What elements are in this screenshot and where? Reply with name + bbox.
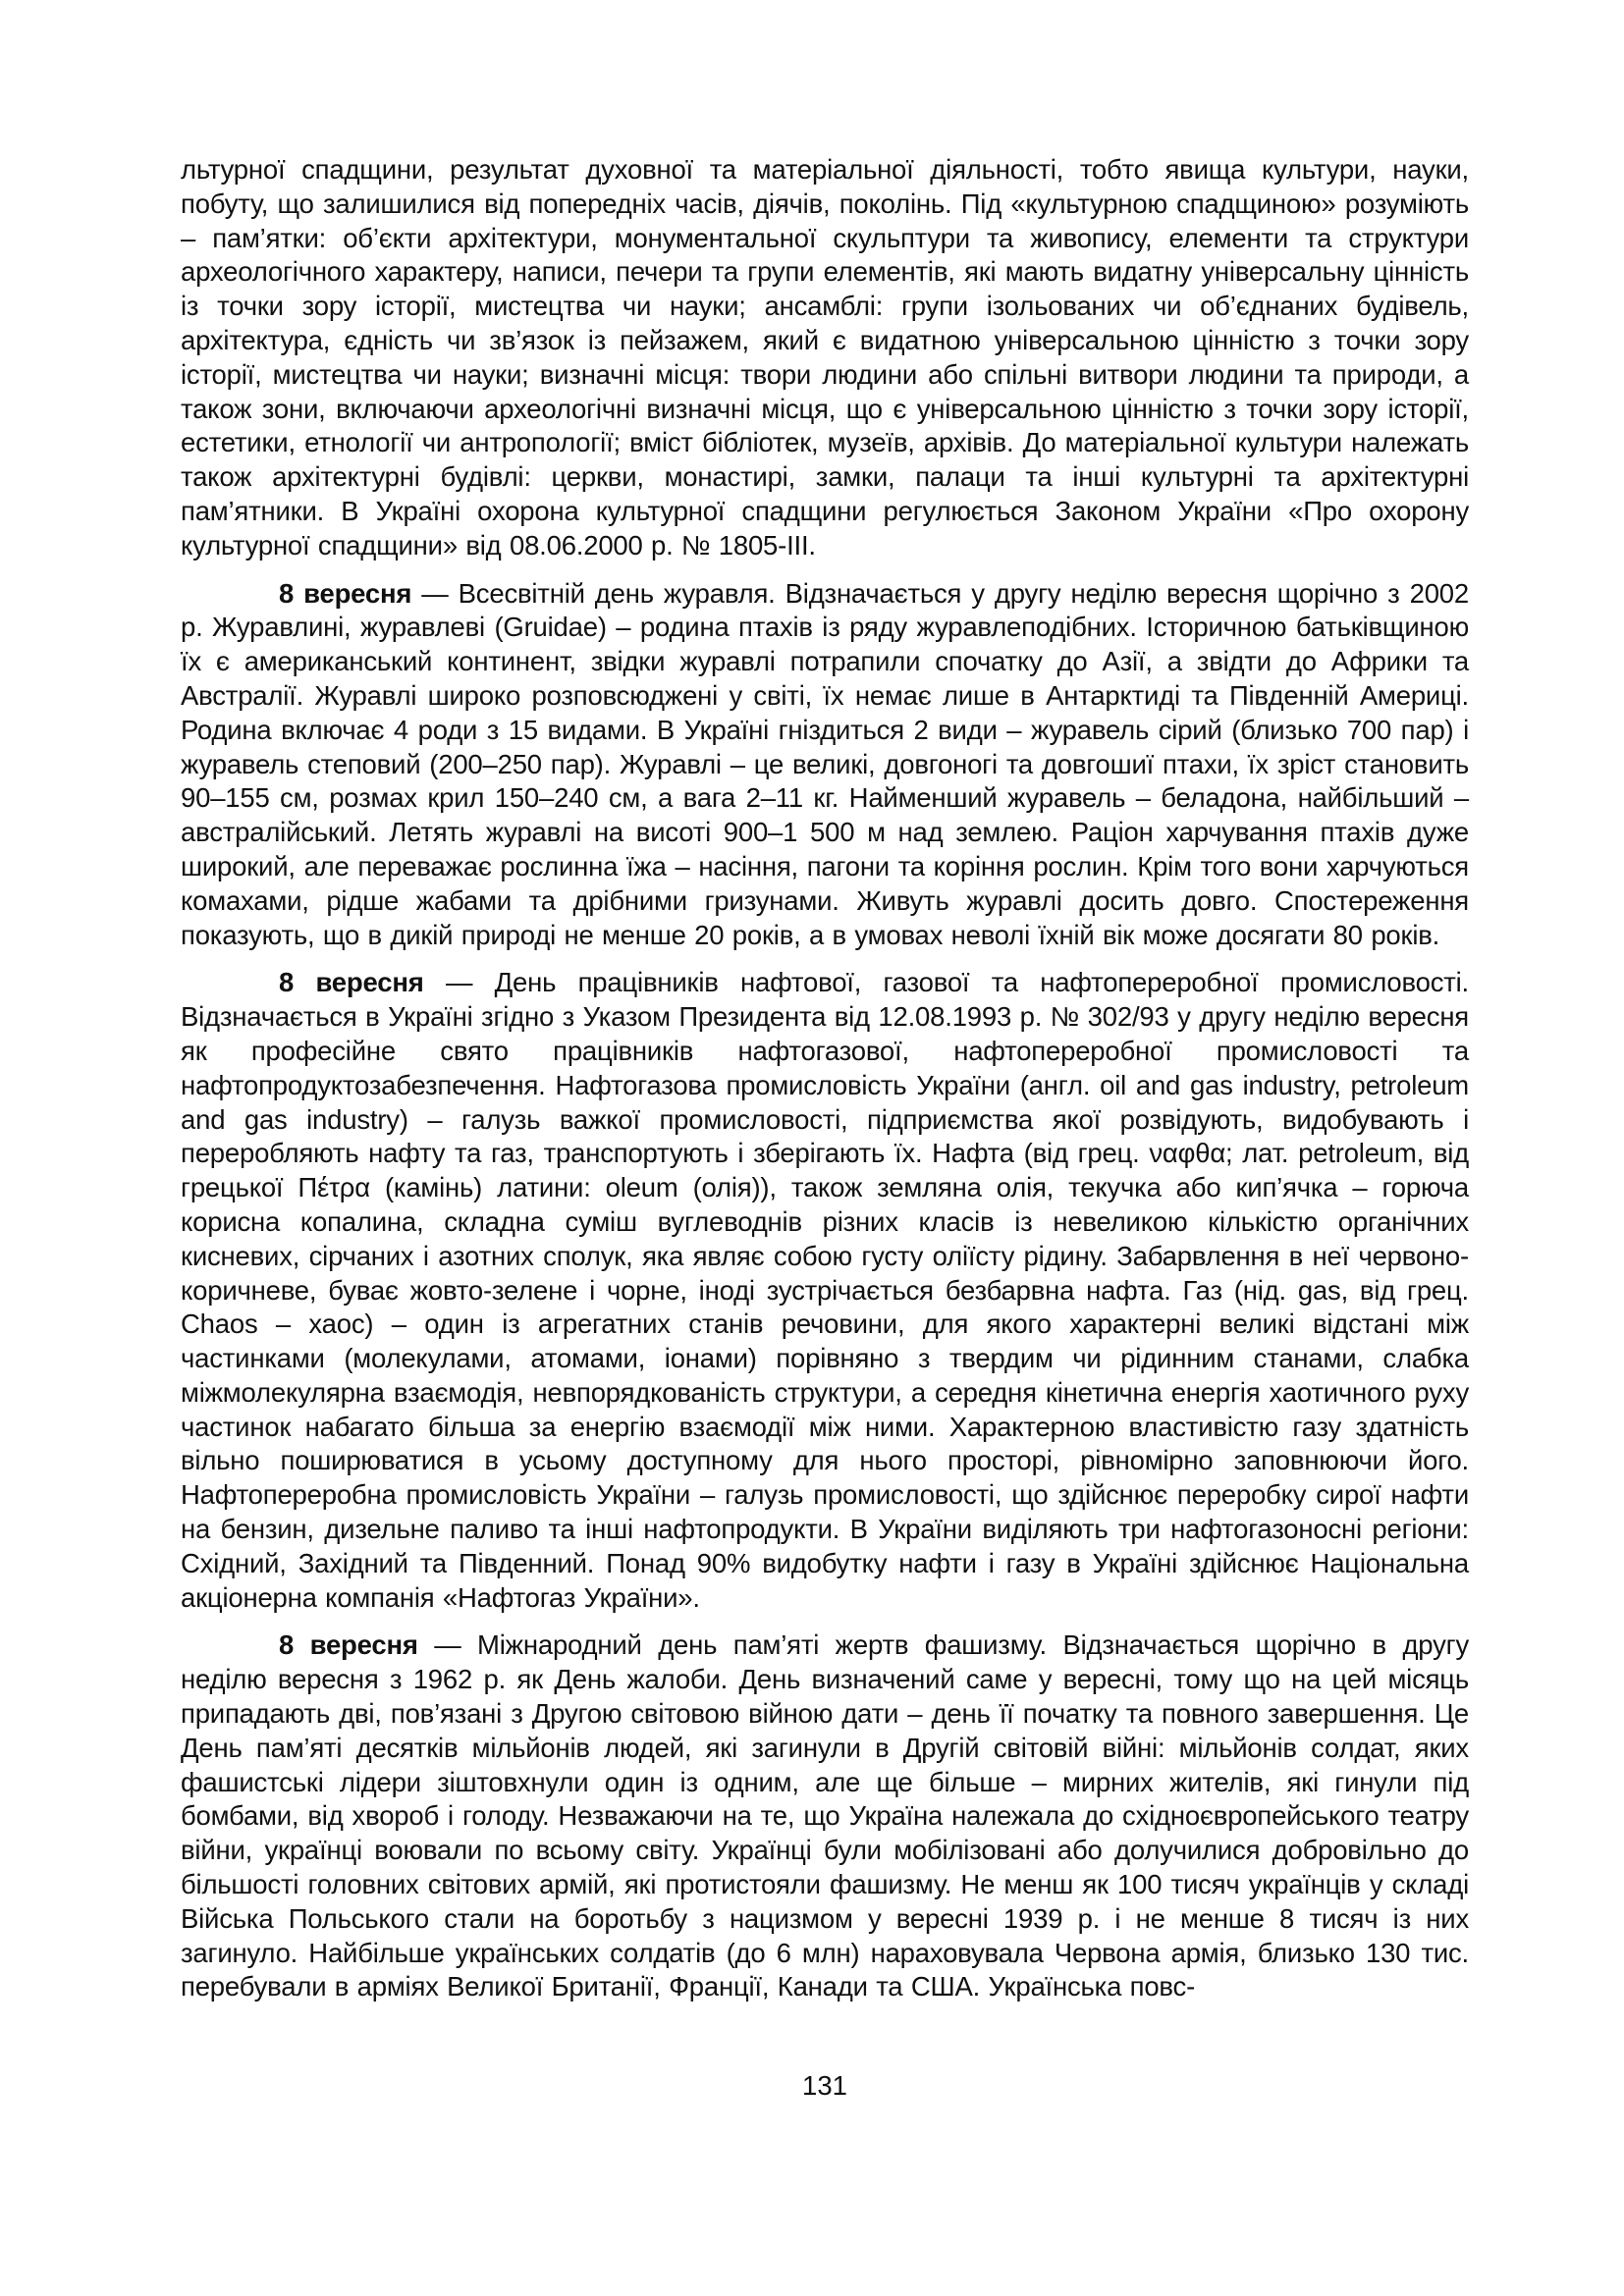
date-heading-crane-day: 8 вересня (279, 577, 412, 609)
paragraph-body-memorial-day: — Міжнародний день пам’яті жертв фашизму. Відзначається щорічно в другу неділю вересня з 1962 р. як День жалоби. День визначений саме у вересні, тому що на цей місяць припадають дві, пов’язані з Другою світовою війною дати – день її початку та повного завершення. Це День пам’яті десятків мільйонів людей, які загинули в Другій світовій війні: мільйонів солдат, яких фашистські лідери зіштовхнули один із одним, але ще більше – мирних жителів, які гинули під бомбами, від хвороб і голоду. Незважаючи на те, що Україна належала до східноєвропейського театру війни, українці воювали по всьому світу. Українці були мобілізовані або долучилися добровільно до більшості головних світових армій, які протистояли фашизму. Не менш як 100 тисяч українців у складі Війська Польського стали на боротьбу з нацизмом у вересні 1939 р. і не менше 8 тисяч із них загинуло. Найбільше українських солдатів (до 6 млн) нараховувала Червона армія, близько 130 тис. перебували в арміях Великої Британії, Франції, Канади та США. Українська повс- (181, 1629, 1470, 2002)
text-block (181, 153, 1469, 2018)
page-number: 131 (802, 2070, 847, 2101)
date-heading-memorial-day: 8 вересня (279, 1629, 418, 1661)
paragraph-cultural-heritage-continuation: льтурної спадщини, результат духовної та матеріальної діяльності, тобто явища культури, науки, побуту, що залишилися від попередніх часів, діячів, поколінь. Під «культурною спадщиною» розуміють – пам’ятки: об’єкти архітектури, монументальної скульптури та живопису, елементи та структури археологічного характеру, написи, печери та групи елементів, які мають видатну універсальну цінність із точки зору історії, мистецтва чи науки; ансамблі: групи ізольованих чи об’єднаних будівель, архітектура, єдність чи зв’язок із пейзажем, який є видатною універсальною цінністю з точки зору історії, мистецтва чи науки; визначні місця: твори людини або спільні витвори людини та природи, а також зони, включаючи археологічні визначні місця, що є універсальною цінністю з точки зору історії, естетики, етнології чи антропології; вміст бібліотек, музеїв, архівів. До матеріальної культури належать також архітектурні будівлі: церкви, монастирі, замки, палаци та інші культурні та архітектурні пам’ятники. В Україні охорона культурної спадщини регулюється Законом України «Про охорону культурної спадщини» від 08.06.2000 р. № 1805-III. (181, 154, 1469, 561)
paragraph-fascism-victims-memorial-day (181, 1629, 1469, 2004)
paragraph-body-crane-day: — Всесвітній день журавля. Відзначається у другу неділю вересня щорічно з 2002 р. Журавлині, журавлеві (Gruidae) – родина птахів із ряду журавлеподібних. Історичною батьківщиною їх є американський континент, звідки журавлі потрапили спочатку до Азії, а звідти до Африки та Австралії. Журавлі широко розповсюджені у світі, їх немає лише в Антарктиді та Південній Америці. Родина включає 4 роди з 15 видами. В Україні гніздиться 2 види – журавель сірий (близько 700 пар) і журавель степовий (200–250 пар). Журавлі – це великі, довгоногі та довгошиї птахи, їх зріст становить 90–155 см, розмах крил 150–240 см, а вага 2–11 кг. Найменший журавель – беладона, найбільший – австралійський. Летять журавлі на висоті 900–1 500 м над землею. Раціон харчування птахів дуже широкий, але переважає рослинна їжа – насіння, пагони та коріння рослин. Крім того вони харчуються комахами, рідше жабами та дрібними гризунами. Живуть журавлі досить довго. Спостереження показують, що в дикій природі не менше 20 років, а в умовах неволі їхній вік може досягати 80 років. (181, 577, 1469, 950)
paragraph-body-oil-gas-day: — День працівників нафтової, газової та нафтопереробної промисловості. Відзначається в Україні згідно з Указом Президента від 12.08.1993 р. № 302/93 у другу неділю вересня як професійне свято працівників нафтогазової, нафтопереробної промисловості та нафтопродуктозабезпечення. Нафтогазова промисловість України (англ. oil and gas industry, petroleum and gas industry) – галузь важкої промисловості, підприємства якої розвідують, видобувають і переробляють нафту та газ, транспортують і зберігають їх. Нафта (від грец. ναφθα; лат. petroleum, від грецької Πέτρα (камінь) латини: oleum (олія)), також земляна олія, текучка або кип’ячка – горюча корисна копалина, складна суміш вуглеводнів різних класів із невеликою кількістю органічних кисневих, сірчаних і азотних сполук, яка являє собою густу оліїсту рідину. Забарвлення в неї червоно-коричневе, буває жовто-зелене і чорне, іноді зустрічається безбарвна нафта. Газ (нід. gas, від грец. Chaos – хаос) – один із агрегатних станів речовини, для якого характерні великі відстані між частинками (молекулами, атомами, іонами) порівняно з твердим чи рідинним станами, слабка міжмолекулярна взаємодія, невпорядкованість структури, а середня кінетична енергія хаотичного руху частинок набагато більша за енергію взаємодії між ними. Характерною властивістю газу здатність вільно поширюватися в усьому доступному для нього просторі, рівномірно заповнюючи його. Нафтопереробна промисловість України – галузь промисловості, що здійснює переробку сирої нафти на бензин, дизельне паливо та інші нафтопродукти. В України виділяють три нафтогазоносні регіони: Східний, Західний та Південний. Понад 90% видобутку нафти і газу в Україні здійснює Національна акціонерна компанія «Нафтогаз України». (181, 967, 1469, 1613)
paragraph-oil-gas-workers-day (181, 966, 1469, 1615)
paragraph-world-crane-day (181, 577, 1469, 953)
date-heading-oil-gas-day: 8 вересня (279, 967, 424, 998)
